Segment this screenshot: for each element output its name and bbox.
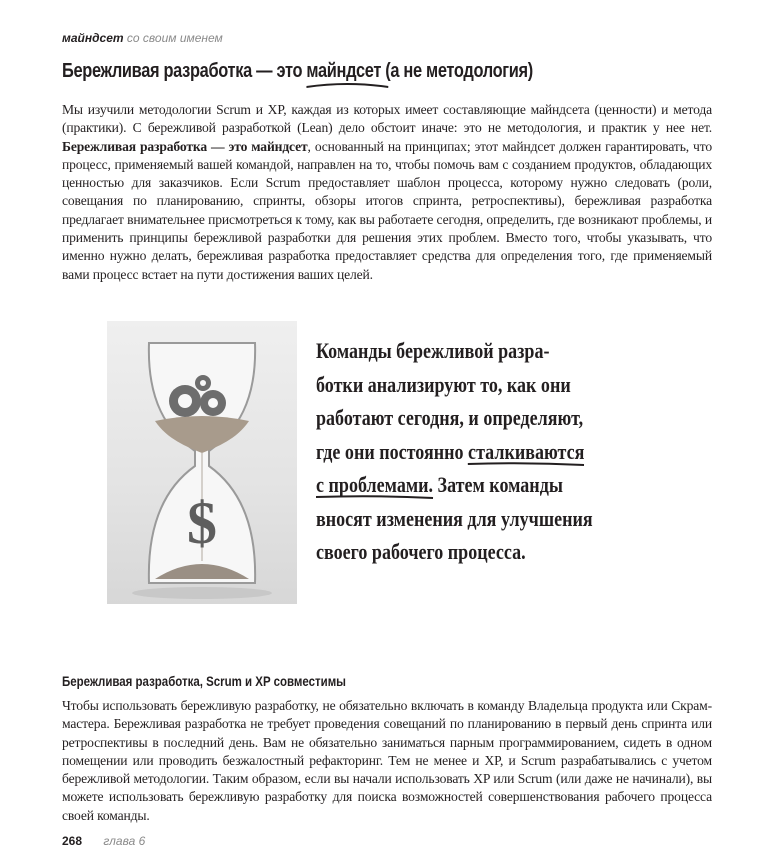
underline-swoosh (316, 494, 433, 500)
quote-line: своего рабочего процесса. (316, 539, 526, 564)
section-title (62, 60, 533, 83)
quote-underlined-text: сталкиваются (468, 438, 585, 464)
running-head-bold: майндсет (62, 31, 124, 45)
paragraph-intro (62, 101, 712, 284)
quote-line (316, 435, 587, 469)
title-underlined-text: майндсет (306, 60, 382, 82)
chapter-label: глава 6 (103, 834, 146, 848)
running-head (62, 31, 223, 45)
quote-underlined-text: с проблемами. (316, 472, 434, 497)
underline-swoosh (306, 81, 388, 89)
quote-text: Затем команды (433, 472, 563, 497)
quote-text: где они постоянно (316, 438, 469, 464)
quote-underlined (468, 439, 584, 464)
title-after: (а не методология) (385, 60, 533, 82)
title-before: Бережливая разработка — это (62, 60, 303, 82)
dollar-icon: $ (187, 490, 217, 556)
subheading: Бережливая разработка, Scrum и XP совместимы (62, 673, 347, 689)
page-number: 268 (62, 834, 83, 848)
quote-underlined (316, 472, 433, 497)
paragraph-compatible: Чтобы использовать бережливую разработку, не обязательно включать в команду Владельца продукта или Скрам-мастера. Бережливая разработка не требует проведения совещаний по планированию в первый день спринта или ретроспективы в последний день. Вам не обязательно заниматься парным программированием, сидеть в одном помещении или проводить безжалостный рефакторинг. Тем не менее и XP, и Scrum разрабатывались с учетом бережливой методологии. Таким образом, если вы начали использовать XP или Scrum (или даже не начинали), вы можете использовать бережливую разработку для поиска возможностей совершенствования рабочего процесса своей команды. (62, 698, 712, 823)
title-underlined (306, 60, 381, 82)
paragraph-bold-phrase: Бережливая разработка — это майндсет (62, 138, 308, 154)
quote-line: вносят изменения для улучшения (316, 505, 593, 531)
hourglass-image (107, 321, 297, 604)
paragraph-intro-text: Мы изучили методологии Scrum и XP, каждая из которых имеет составляющие майндсета (ценности) и метода (практики). С бережливой разработкой (Lean) дело обстоит иначе: это не методология, и практик у нее нет. (62, 102, 712, 136)
page-footer (62, 834, 145, 848)
quote-line (316, 468, 587, 502)
hourglass-icon (107, 321, 297, 604)
pull-quote (316, 334, 593, 569)
underline-swoosh (468, 461, 584, 467)
quote-line: Команды бережливой разра- (316, 338, 550, 363)
running-head-rest: со своим именем (126, 31, 223, 45)
quote-line: ботки анализируют то, как они (316, 371, 571, 397)
paragraph-intro-rest: , основанный на принципах; этот майндсет должен гарантировать, что процесс, применяемый вашей командой, направлен на то, чтобы помочь вам с созданием продуктов, обладающих ценностью для заказчиков. Если Scrum предоставляет шаблон процесса, которому нужно следовать (роли, совещания по планированию, спринты, обзоры итогов спринта, ретроспективы), бережливая разработка предлагает внимательнее присмотреться к тому, как вы работаете сегодня, определить, где возникают проблемы, и применить принципы бережливой разработки для решения этих проблем. Вместо того, чтобы указывать, что именно нужно делать, бережливая разработка предоставляет средства для определения того, где применяемый вами процесс встает на пути достижения ваших целей. (62, 138, 712, 282)
quote-line: работают сегодня, и определяют, (316, 405, 584, 430)
